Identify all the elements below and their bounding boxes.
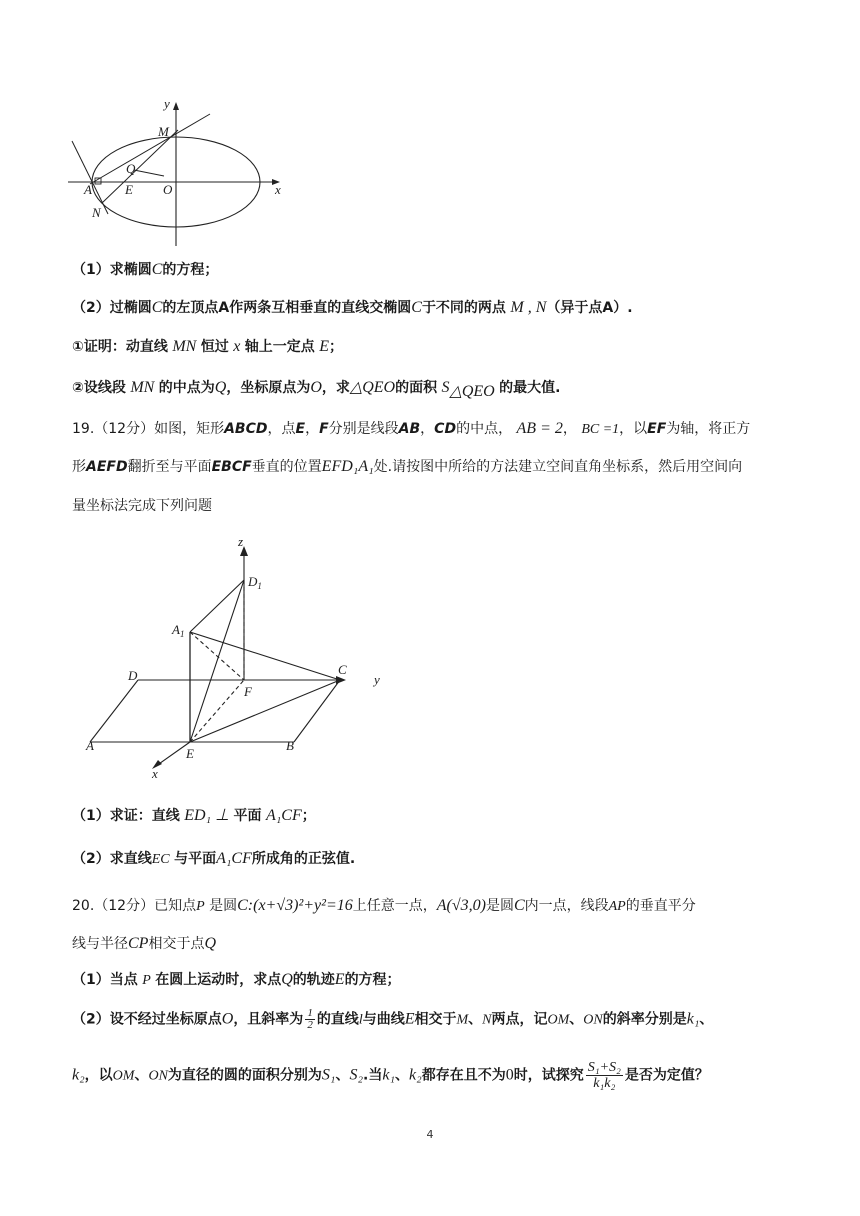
page-number: 4 xyxy=(426,1128,434,1141)
fig1-y-label: y xyxy=(164,96,170,111)
fig2-x-label: x xyxy=(152,766,158,781)
fig2-E-label: E xyxy=(186,746,194,761)
fig1-x-label: x xyxy=(275,182,281,197)
half-fraction: $\frac{1}{2}$ xyxy=(307,1007,313,1031)
q20-part2: （2）设不经过坐标原点O，且斜率为 $\frac{1}{2}$ 的直线l与曲线E相交于M、N两点，记OM、ON的斜率分别是k₁、 xyxy=(72,1007,714,1031)
fig1-Q-label: Q xyxy=(126,161,136,176)
fig2-F-label: F xyxy=(244,684,252,699)
fig2-y-label: y xyxy=(374,672,380,687)
q19-line1: 19.（12分）如图，矩形ABCD，点E，F分别是线段AB，CD的中点， AB = 2， BC =1，以EF为轴，将正方 xyxy=(72,420,751,437)
fig1-O-label: O xyxy=(163,182,173,197)
fig1-A-label: A xyxy=(84,182,92,197)
fig1-N-label: N xyxy=(92,205,101,220)
q18-sub1: ①证明：动直线 MN 恒过 x 轴上一定点 E； xyxy=(72,338,344,355)
fig2-A1-label: $A_1$ xyxy=(172,622,185,639)
q20-part2-cont: k₂，以OM、ON为直径的圆的面积分别为S₁、S₂.当k₁、k₂都存在且不为0时，试探究 $\frac{\text{S₁+S₂}}{\text{k₁k₂}}$ 是否为定值？ xyxy=(72,1060,709,1091)
q19-part1: （1）求证：直线 ED₁ ⊥ 平面 A₁CF； xyxy=(72,807,316,824)
q19-line2: 形AEFD翻折至与平面EBCF垂直的位置EFD₁A₁处.请按图中所给的方法建立空间直角坐标系，然后用空间向 xyxy=(72,458,743,475)
q18-part2: （2）过椭圆C的左顶点A作两条互相垂直的直线交椭圆C于不同的两点 M , N（异于点A）. xyxy=(72,299,633,316)
ratio-fraction: $\frac{\text{S₁+S₂}}{\text{k₁k₂}}$ xyxy=(587,1060,621,1091)
q20-line2: 线与半径CP相交于点Q xyxy=(72,935,217,952)
q18-part1: （1）求椭圆C的方程； xyxy=(72,261,219,278)
fig1-M-label: M xyxy=(158,124,169,139)
fig2-D1-label: $D_1$ xyxy=(248,574,262,591)
q19-line3: 量坐标法完成下列问题 xyxy=(72,498,212,514)
fig1-E-label: E xyxy=(125,182,133,197)
fold-figure xyxy=(78,534,398,782)
ellipse-figure xyxy=(68,96,298,248)
q19-part2: （2）求直线EC 与平面A₁CF所成角的正弦值. xyxy=(72,850,356,867)
q20-part1: （1）当点 P 在圆上运动时，求点Q的轨迹E的方程； xyxy=(72,971,401,988)
q18-sub2: ②设线段 MN 的中点为Q，坐标原点为O，求△QEO的面积 $S_{\triangle QEO}$ 的最大值. xyxy=(72,379,561,400)
fig2-B-label: B xyxy=(286,738,294,753)
fig2-A-label: A xyxy=(86,738,94,753)
fig2-C-label: C xyxy=(338,662,347,677)
fig2-z-label: z xyxy=(238,534,244,549)
fig2-D-label: D xyxy=(128,668,138,683)
q20-line1: 20.（12分）已知点P 是圆C:(x+√3)²+y²=16上任意一点，A(√3,0)是圆C内一点，线段AP的垂直平分 xyxy=(72,897,696,914)
